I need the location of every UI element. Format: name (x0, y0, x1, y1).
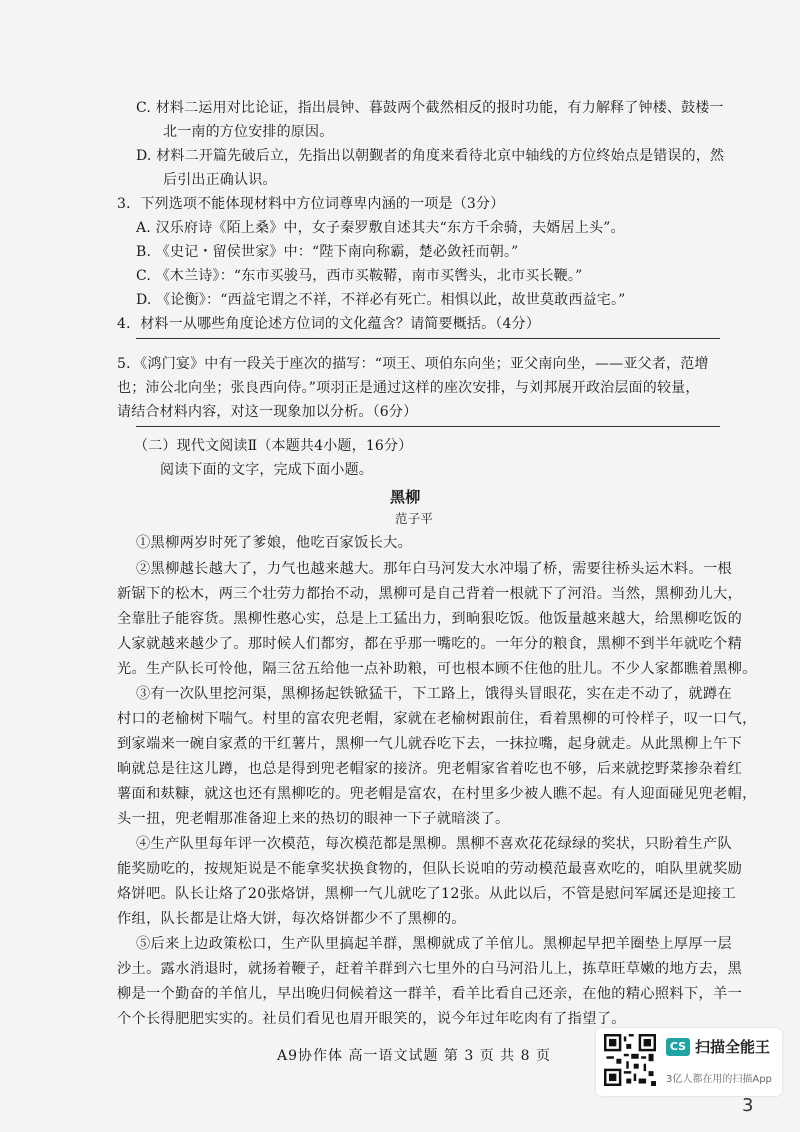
paragraph-3-line-4: 晌就总是往这儿蹲，也总是得到兜老帽家的接济。兜老帽家省着吃也不够，后来就挖野菜掺杂着红 (117, 761, 743, 777)
paragraph-5-line-4: 个个长得肥肥实实的。社员们看见也眉开眼笑的，说今年过年吃肉有了指望了。 (117, 1011, 626, 1027)
option-d-line-1: D. 材料二开篇先破后立，先指出以朝觐者的角度来看待北京中轴线的方位终始点是错误的，然 (136, 148, 725, 164)
question-3-option-c: C. 《木兰诗》：“东市买骏马，西市买鞍鞯，南市买辔头，北市买长鞭。” (136, 268, 583, 284)
paragraph-3-line-6: 头一扭，兜老帽那准备迎上来的热切的眼神一下子就暗淡了。 (117, 811, 510, 827)
paragraph-5-line-2: 沙土。露水消退时，就扬着鞭子，赶着羊群到六七里外的白马河沿儿上，拣草旺草嫩的地方去，黑 (117, 961, 743, 977)
paragraph-4-line-3: 烙饼吧。队长让烙了20张烙饼，黑柳一气儿就吃了12张。从此以后，不管是慰问军属还是迎接工 (117, 886, 737, 902)
paragraph-4-line-1: ④生产队里每年评一次模范，每次模范都是黑柳。黑柳不喜欢花花绿绿的奖状，只盼着生产队 (136, 836, 733, 852)
paragraph-5-line-1: ⑤后来上边政策松口，生产队里搞起羊群，黑柳就成了羊倌儿。黑柳起早把羊圈垫上厚厚一层 (136, 936, 733, 952)
paragraph-2-line-1: ②黑柳越长越大了，力气也越来越大。那年白马河发大水冲塌了桥，需要往桥头运木料。一根 (136, 561, 733, 577)
question-3-option-d: D. 《论衡》：“西益宅谓之不祥，不祥必有死亡。相惧以此，故世莫敢西益宅。” (136, 292, 626, 308)
scanner-watermark (596, 1028, 782, 1096)
question-3-stem: 3．下列选项不能体现材料中方位词尊卑内涵的一项是（3分） (117, 196, 505, 212)
camscanner-logo-icon: CS (666, 1038, 690, 1056)
option-d-line-2: 后引出正确认识。 (163, 172, 277, 188)
question-3-option-a: A. 汉乐府诗《陌上桑》中，女子秦罗敷自述其夫“东方千余骑，夫婿居上头”。 (136, 220, 625, 236)
scanner-tagline: 3亿人都在用的扫描App (666, 1074, 772, 1085)
page-footer: A9协作体 高一语文试题 第 3 页 共 8 页 (277, 1048, 551, 1064)
answer-line-q5 (136, 426, 720, 427)
option-c-line-1: C. 材料二运用对比论证，指出晨钟、暮鼓两个截然相反的报时功能，有力解释了钟楼、鼓楼一 (136, 100, 724, 116)
answer-line-q4 (136, 338, 720, 339)
paragraph-5-line-3: 柳是一个勤奋的羊倌儿，早出晚归伺候着这一群羊，看羊比看自己还亲，在他的精心照料下，羊一 (117, 986, 743, 1002)
question-4: 4．材料一从哪些角度论述方位词的文化蕴含？请简要概括。（4分） (117, 316, 541, 332)
reading-instruction: 阅读下面的文字，完成下面小题。 (160, 462, 373, 478)
scanner-app-name: 扫描全能王 (695, 1038, 771, 1056)
paragraph-3-line-2: 村口的老榆树下喘气。村里的富农兜老帽，家就在老榆树跟前住，看着黑柳的可怜样子，叹一口气， (117, 711, 757, 727)
paragraph-2-line-3: 全靠肚子能容货。黑柳性憨心实，总是上工猛出力，到晌狠吃饭。他饭量越来越大，给黑柳吃饭的 (117, 611, 743, 627)
question-5-line-2: 也；沛公北向坐；张良西向侍。”项羽正是通过这样的座次安排，与刘邦展开政治层面的较量， (117, 380, 700, 396)
paragraph-2-line-2: 新锯下的松木，两三个壮劳力都抬不动，黑柳可是自己背着一根就下了河沿。当然，黑柳劲儿大， (117, 586, 743, 602)
paragraph-4-line-2: 能奖励吃的，按规矩说是不能拿奖状换食物的，但队长说咱的劳动模范最喜欢吃的，咱队里就奖励 (117, 861, 743, 877)
qr-code-icon (604, 1034, 656, 1086)
question-5-line-3: 请结合材料内容，对这一现象加以分析。（6分） (117, 404, 418, 420)
story-title: 黑柳 (390, 488, 421, 506)
paragraph-1: ①黑柳两岁时死了爹娘，他吃百家饭长大。 (136, 535, 413, 551)
question-3-option-b: B. 《史记・留侯世家》中：“陛下南向称霸，楚必敛衽而朝。” (136, 244, 519, 260)
paragraph-4-line-4: 作组，队长都是让烙大饼，每次烙饼都少不了黑柳的。 (117, 911, 466, 927)
story-author: 范子平 (395, 511, 434, 526)
paragraph-3-line-1: ③有一次队里挖河渠，黑柳扬起铁锨猛干，下工路上，饿得头冒眼花，实在走不动了，就蹲在 (136, 686, 733, 702)
corner-page-number: 3 (742, 1095, 754, 1116)
option-c-line-2: 北一南的方位安排的原因。 (163, 124, 334, 140)
question-5-line-1: 5．《鸿门宴》中有一段关于座次的描写：“项王、项伯东向坐；亚父南向坐，——亚父者，范增 (117, 356, 709, 372)
paragraph-3-line-5: 薯面和麸糠，就这也还有黑柳吃的。兜老帽是富农，在村里多少被人瞧不起。有人迎面碰见兜老帽， (117, 786, 757, 802)
paragraph-3-line-3: 到家端来一碗自家煮的干红薯片，黑柳一气儿就吞吃下去，一抹拉嘴，起身就走。从此黑柳上午下 (117, 736, 743, 752)
paragraph-2-line-5: 光。生产队长可怜他，隔三岔五给他一点补助粮，可也根本顾不住他的肚儿。不少人家都瞧着黑柳。 (117, 661, 757, 677)
paragraph-2-line-4: 人家就越来越少了。那时候人们都穷，都在乎那一嘴吃的。一年分的粮食，黑柳不到半年就吃个精 (117, 636, 743, 652)
section-heading: （二）现代文阅读Ⅱ（本题共4小题，16分） (134, 438, 413, 454)
